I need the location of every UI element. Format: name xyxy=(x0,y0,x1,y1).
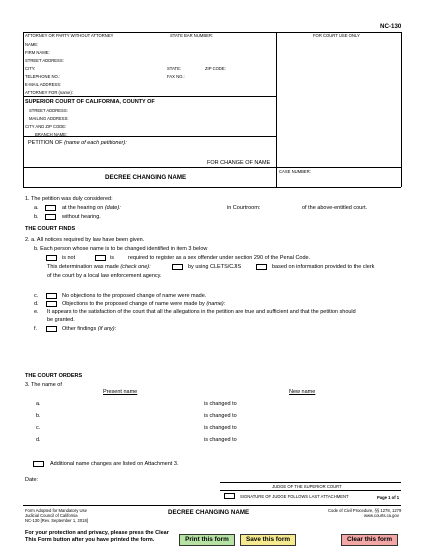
privacy-line-2: This Form button after you have printed the form. xyxy=(25,537,155,543)
agency-text: of the court by a local law enforcement agency. xyxy=(47,273,162,279)
new-name-header: New name xyxy=(289,389,316,395)
additional-names-text: Additional name changes are listed on Attachment 3. xyxy=(50,461,179,467)
clear-form-button[interactable]: Clear this form xyxy=(341,534,398,546)
objections-checkbox[interactable] xyxy=(46,301,57,307)
page-number: Page 1 of 1 xyxy=(377,495,400,500)
no-objections-checkbox[interactable] xyxy=(46,293,57,299)
item1-intro: 1. The petition was duly considered: xyxy=(25,196,113,202)
order-row-changed: is changed to xyxy=(204,413,237,419)
name-label: NAME: xyxy=(25,42,39,47)
court-city-label: CITY AND ZIP CODE: xyxy=(25,124,67,129)
footer-revision: NC-130 [Rev. September 1, 2018] xyxy=(25,518,89,523)
footer-adopted: Form Adopted for Mandatory Use xyxy=(25,508,87,513)
order-row-changed: is changed to xyxy=(204,401,237,407)
court-orders-heading: THE COURT ORDERS xyxy=(25,373,83,379)
without-hearing-checkbox[interactable] xyxy=(45,214,56,220)
present-name-header: Present name xyxy=(103,389,138,395)
telephone-label: TELEPHONE NO.: xyxy=(25,74,61,79)
is-not-checkbox[interactable] xyxy=(46,255,57,261)
finds-c-letter: c. xyxy=(34,293,39,299)
other-findings-text: Other findings (if any): xyxy=(62,326,117,332)
courtroom-label: in Courtroom: xyxy=(227,205,261,211)
for-change-label: FOR CHANGE OF NAME xyxy=(207,160,271,166)
court-title: SUPERIOR COURT OF CALIFORNIA, COUNTY OF xyxy=(25,99,155,105)
zip-label: ZIP CODE: xyxy=(205,66,226,71)
order-row-letter: c. xyxy=(36,425,41,431)
order-row-changed: is changed to xyxy=(204,437,237,443)
email-label: E-MAIL ADDRESS: xyxy=(25,82,62,87)
branch-label: BRANCH NAME: xyxy=(35,132,68,137)
street-label: STREET ADDRESS: xyxy=(25,58,64,63)
other-findings-checkbox[interactable] xyxy=(46,326,57,332)
form-number: NC-130 xyxy=(380,23,402,30)
is-label: is xyxy=(110,255,114,261)
orders-intro: 3. The name of xyxy=(25,382,62,388)
finds-a: 2. a. All notices required by law have been given. xyxy=(25,237,145,243)
courtroom-end: of the above-entitled court. xyxy=(302,205,368,211)
fax-label: FAX NO.: xyxy=(167,74,185,79)
date-label: Date: xyxy=(25,477,39,483)
finds-e-letter: e. xyxy=(34,309,39,315)
order-row-letter: d. xyxy=(36,437,41,443)
petition-label: PETITION OF (name of each petitioner): xyxy=(28,140,127,146)
court-use-label: FOR COURT USE ONLY xyxy=(313,33,360,38)
based-info-checkbox[interactable] xyxy=(256,264,267,270)
hearing-checkbox[interactable] xyxy=(45,205,56,211)
attorney-label: ATTORNEY OR PARTY WITHOUT ATTORNEY xyxy=(25,33,114,38)
order-row-changed: is changed to xyxy=(204,425,237,431)
order-row-letter: b. xyxy=(36,413,41,419)
document-title: DECREE CHANGING NAME xyxy=(105,174,187,181)
privacy-line-1: For your protection and privacy, please press the Clear xyxy=(25,530,169,536)
footer-title: DECREE CHANGING NAME xyxy=(168,509,250,516)
item1-b-letter: b. xyxy=(34,214,39,220)
firm-name-label: FIRM NAME: xyxy=(25,50,50,55)
footer-url: www.courts.ca.gov xyxy=(364,513,399,518)
clets-label: by using CLETS/CJIS xyxy=(188,264,242,270)
state-label: STATE: xyxy=(167,66,182,71)
sig-follows-label: SIGNATURE OF JUDGE FOLLOWS LAST ATTACHMENT xyxy=(240,494,349,499)
attorney-for-label: ATTORNEY FOR (name): xyxy=(25,90,73,95)
additional-names-checkbox[interactable] xyxy=(33,461,44,467)
order-row-letter: a. xyxy=(36,401,41,407)
court-mailing-label: MAILING ADDRESS: xyxy=(29,116,69,121)
footer-code: Code of Civil Procedure, §§ 1278, 1279 xyxy=(328,508,402,513)
finds-f-letter: f. xyxy=(34,326,38,332)
footer-council: Judicial Council of California xyxy=(25,513,78,518)
finds-e-text: It appears to the satisfaction of the court that all the allegations in the petition are true and sufficient and that the petition should xyxy=(47,309,356,315)
determination-text: This determination was made (check one): xyxy=(47,264,151,270)
finds-b-rest: required to register as a sex offender under section 290 of the Penal Code. xyxy=(128,255,311,261)
based-info-label: based on information provided to the clerk xyxy=(272,264,375,270)
finds-e-text2: be granted. xyxy=(47,317,75,323)
state-bar-label: STATE BAR NUMBER: xyxy=(170,33,214,38)
is-not-label: is not xyxy=(62,255,76,261)
case-number-label: CASE NUMBER: xyxy=(279,169,311,174)
finds-b: b. Each person whose name is to be changed identified in item 3 below xyxy=(34,246,208,252)
sig-follows-checkbox[interactable] xyxy=(224,493,235,499)
is-checkbox[interactable] xyxy=(95,255,106,261)
judge-label: JUDGE OF THE SUPERIOR COURT xyxy=(272,484,342,489)
clets-checkbox[interactable] xyxy=(172,264,183,270)
no-objections-text: No objections to the proposed change of name were made. xyxy=(62,293,207,299)
court-street-label: STREET ADDRESS: xyxy=(29,108,68,113)
print-form-button[interactable]: Print this form xyxy=(179,534,235,546)
item1-a-letter: a. xyxy=(34,205,39,211)
hearing-text: at the hearing on (date): xyxy=(62,205,121,211)
court-finds-heading: THE COURT FINDS xyxy=(25,226,76,232)
save-form-button[interactable]: Save this form xyxy=(240,534,296,546)
finds-d-letter: d. xyxy=(34,301,39,307)
objections-text: Objections to the proposed change of name were made by (name): xyxy=(62,301,226,307)
city-label: CITY: xyxy=(25,66,36,71)
without-hearing-text: without hearing. xyxy=(62,214,101,220)
